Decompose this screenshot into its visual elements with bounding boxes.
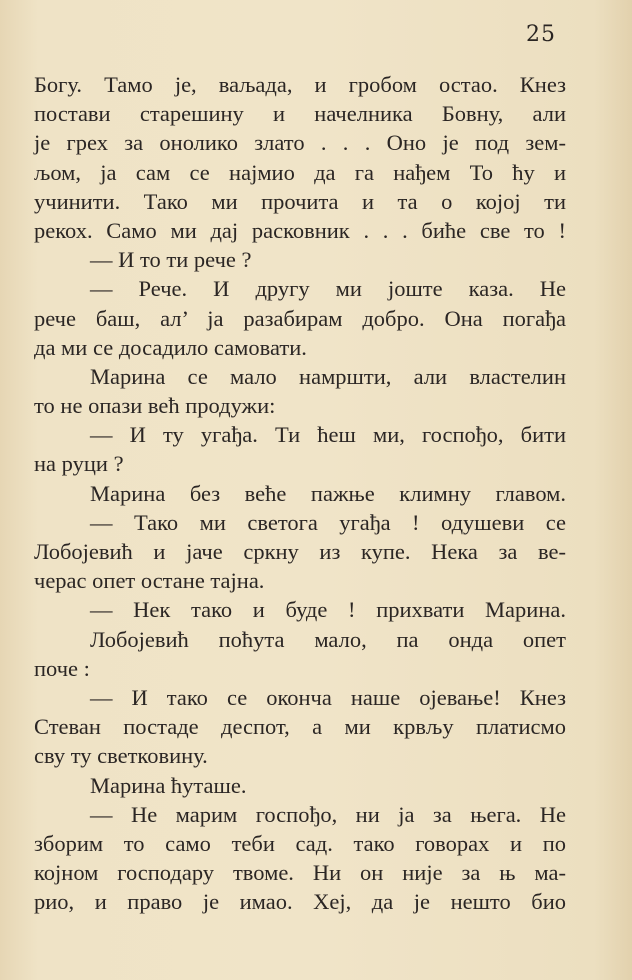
text-line: сву ту светковину. — [34, 743, 208, 769]
text-line: — Нек тако и буде ! прихвати Марина. — [90, 597, 566, 623]
text-line: љом, ја сам се најмио да га нађем То ћу и — [34, 159, 566, 185]
text-line: Марина без веће пажње климну главом. — [90, 480, 566, 506]
text-line: Богу. Тамо је, ваљада, и гробом остао. Кнез — [34, 72, 566, 97]
text-line: поче : — [34, 655, 90, 681]
text-line: којном господару твоме. Ни он није за њ ма- — [34, 860, 566, 886]
text-line: черас опет остане тајна. — [34, 568, 265, 594]
text-line: рече баш, ал’ ја разабирам добро. Она погађа — [34, 305, 566, 331]
text-line: рио, и право је имао. Хеј, да је нешто био — [34, 889, 566, 915]
text-line: је грех за онолико злато . . . Оно је под зем- — [34, 130, 566, 156]
text-line: Лобојевић поћута мало, па онда опет — [90, 626, 566, 652]
text-line: Марина се мало намршти, али властелин — [90, 363, 566, 389]
text-line: — И ту угађа. Ти ћеш ми, госпођо, бити — [90, 422, 566, 448]
text-line: постави старешину и начелника Бовну, али — [34, 101, 566, 127]
text-line: Марина ћуташе. — [90, 772, 247, 798]
text-line: Лобојевић и јаче сркну из купе. Нека за ве- — [34, 539, 566, 564]
text-line: — Тако ми светога угађа ! одушеви се — [90, 509, 566, 535]
text-line: — И тако се оконча наше ојевање! Кнез — [90, 684, 566, 710]
text-line: то не опази већ продужи: — [34, 393, 276, 419]
text-line: — И то ти рече ? — [90, 247, 252, 273]
text-line: зборим то само теби сад. тако говорах и по — [34, 830, 566, 856]
text-line: да ми се досадило самовати. — [34, 334, 307, 360]
text-line: Стеван постаде деспот, а ми крвљу платисмо — [34, 714, 566, 740]
text-line: на руци ? — [34, 451, 124, 477]
text-line: рекох. Само ми дај расковник . . . биће све то ! — [34, 217, 566, 243]
body-text — [34, 70, 566, 916]
text-line: — Не марим госпођо, ни ја за њега. Не — [90, 801, 566, 827]
page-number: 25 — [526, 22, 556, 47]
text-line: — Рече. И другу ми јоште каза. Не — [90, 276, 566, 302]
text-line: учинити. Тако ми прочита и та о којој ти — [34, 188, 566, 214]
